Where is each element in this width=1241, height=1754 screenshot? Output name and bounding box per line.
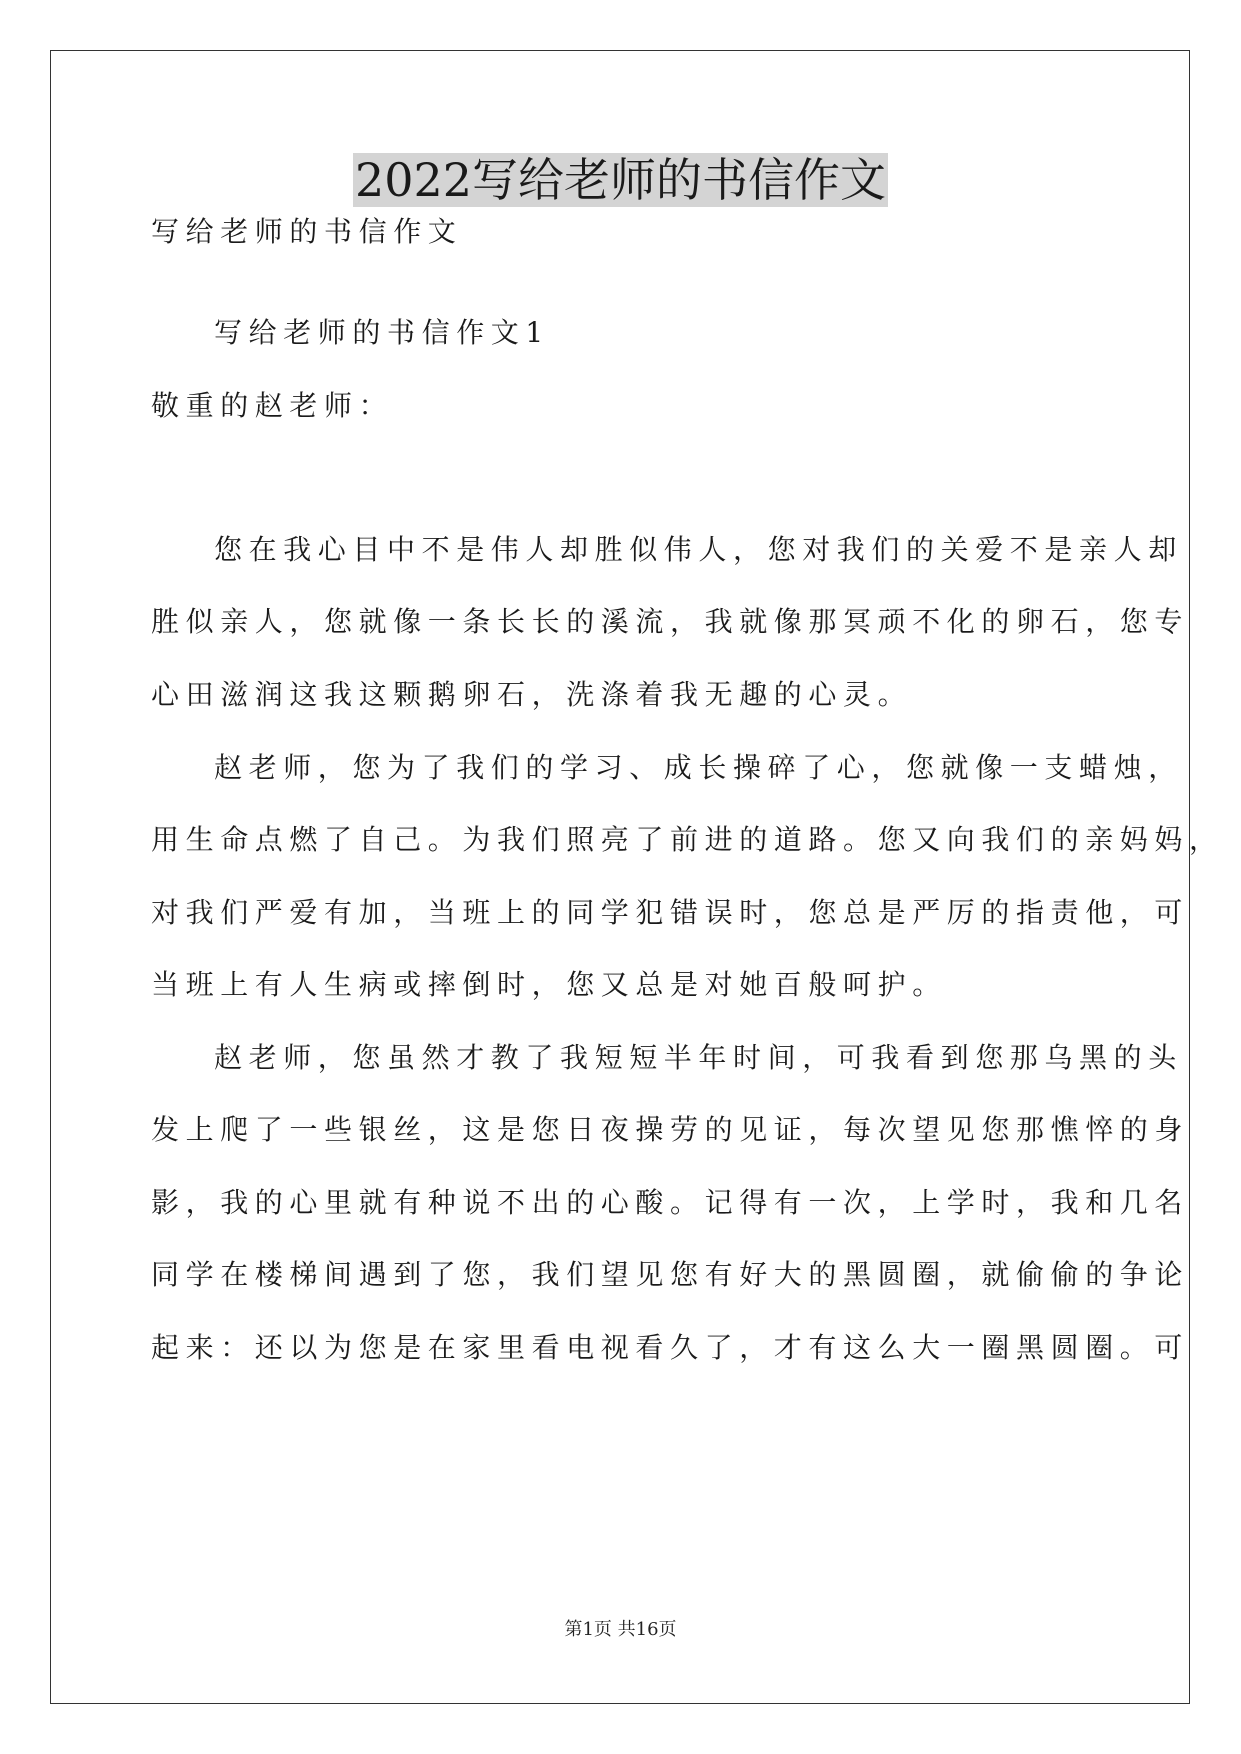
body-line: 发上爬了一些银丝，这是您日夜操劳的见证，每次望见您那憔悴的身 <box>151 1113 1190 1146</box>
section-heading: 写给老师的书信作文1 <box>214 316 550 349</box>
salutation: 敬重的赵老师： <box>151 389 394 422</box>
page-border <box>50 50 1190 1704</box>
body-line: 您在我心目中不是伟人却胜似伟人，您对我们的关爱不是亲人却 <box>214 533 1183 566</box>
document-subtitle: 写给老师的书信作文 <box>151 215 463 248</box>
body-line: 当班上有人生病或摔倒时，您又总是对她百般呵护。 <box>151 968 947 1001</box>
body-line: 赵老师，您虽然才教了我短短半年时间，可我看到您那乌黑的头 <box>214 1041 1183 1074</box>
body-line: 胜似亲人，您就像一条长长的溪流，我就像那冥顽不化的卵石，您专 <box>151 605 1190 638</box>
body-line: 赵老师，您为了我们的学习、成长操碎了心，您就像一支蜡烛， <box>214 751 1183 784</box>
document-title <box>0 150 1241 210</box>
title-highlight: 2022写给老师的书信作文 <box>354 153 887 207</box>
page-number-footer: 第1页 共16页 <box>564 1619 677 1640</box>
body-line: 对我们严爱有加，当班上的同学犯错误时，您总是严厉的指责他，可 <box>151 896 1190 929</box>
body-line: 起来：还以为您是在家里看电视看久了，才有这么大一圈黑圆圈。可 <box>151 1331 1190 1364</box>
body-line: 同学在楼梯间遇到了您，我们望见您有好大的黑圆圈，就偷偷的争论 <box>151 1258 1190 1291</box>
body-line: 用生命点燃了自己。为我们照亮了前进的道路。您又向我们的亲妈妈， <box>151 823 1224 856</box>
body-line: 心田滋润这我这颗鹅卵石，洗涤着我无趣的心灵。 <box>151 678 913 711</box>
body-line: 影，我的心里就有种说不出的心酸。记得有一次，上学时，我和几名 <box>151 1186 1190 1219</box>
